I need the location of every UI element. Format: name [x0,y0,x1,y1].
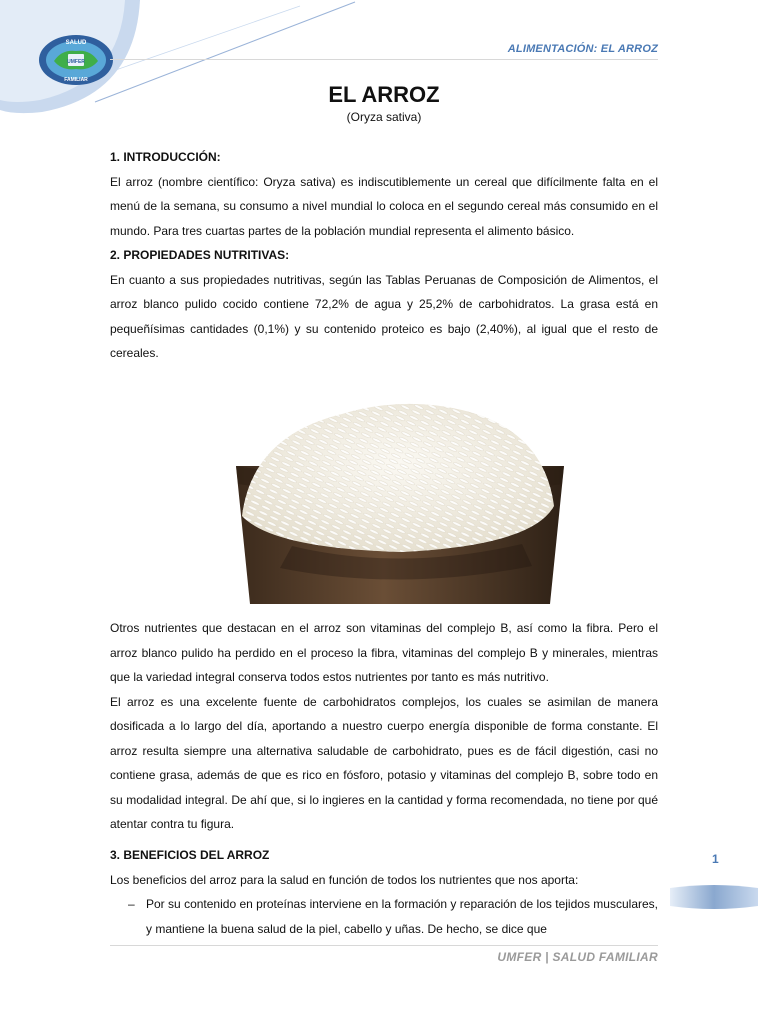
document-subtitle: (Oryza sativa) [346,110,422,124]
running-header-title: ALIMENTACIÓN: EL ARROZ [507,43,658,55]
benefits-intro: Los beneficios del arroz para la salud en función de todos los nutrientes que nos aporta: [110,872,579,887]
header-divider [110,59,658,60]
footer-text: UMFER | SALUD FAMILIAR [497,950,658,964]
bullet-text: Por su contenido en proteínas interviene en la formación y reparación de los tejidos musculares, y mantiene la buena salud de la piel, cabello y uñas. De hecho, se dice que [146,897,658,936]
logo-text-top: SALUD [65,40,87,46]
nutrition-continued-section [110,616,658,837]
nutrition-heading: 2. PROPIEDADES NUTRITIVAS: [110,248,290,262]
salud-umfer-familiar-logo [38,34,114,86]
footer-divider [110,945,658,946]
document-title: EL ARROZ [328,82,440,107]
bullet-dash: – [128,897,135,911]
list-item [110,892,658,941]
page-number: 1 [712,852,719,866]
nutrition-paragraph: En cuanto a sus propiedades nutritivas, según las Tablas Peruanas de Composición de Alimentos, el arroz blanco pulido cocido contiene 72,2% de agua y 25,2% de carbohidratos. La grasa está en pequeñísimas cantidades (0,1%) y su contenido proteico es bajo (2,40%), al igual que el resto de cereales. [110,272,658,360]
rice-bowl-photo [232,396,568,606]
page-tab-decoration [670,882,758,912]
intro-and-nutrition-section [110,145,658,366]
nutrition-paragraph-2: Otros nutrientes que destacan en el arroz son vitaminas del complejo B, así como la fibra. Pero el arroz blanco pulido ha perdido en el proceso la fibra, vitaminas del complejo B y minerales, mientras que la variedad integral conserva todos estos nutrientes por tanto es más nutritivo. [110,621,658,684]
benefits-section [110,843,658,941]
benefits-heading: 3. BENEFICIOS DEL ARROZ [110,848,270,862]
logo-text-bottom: FAMILIAR [64,77,88,83]
benefits-list [110,892,658,941]
logo-text-mid: UMFER [67,59,85,65]
intro-heading: 1. INTRODUCCIÓN: [110,150,221,164]
nutrition-paragraph-3: El arroz es una excelente fuente de carbohidratos complejos, los cuales se asimilan de manera dosificada a lo largo del día, aportando a nuestro cuerpo energía disponible de forma constante. El arroz resulta siempre una alternativa saludable de carbohidrato, pues es de fácil digestión, casi no contiene grasa, además de que es rico en fósforo, potasio y vitaminas del complejo B, sobre todo en su modalidad integral. De ahí que, si lo ingieres en la cantidad y forma recomendada, no tiene por qué atentar contra tu figura. [110,694,658,831]
intro-paragraph: El arroz (nombre científico: Oryza sativa) es indiscutiblemente un cereal que difícilmente falta en el menú de la semana, su consumo a nivel mundial lo coloca en el segundo cereal más consumido en el mundo. Para tres cuartas partes de la población mundial representa el alimento básico. [110,174,658,238]
